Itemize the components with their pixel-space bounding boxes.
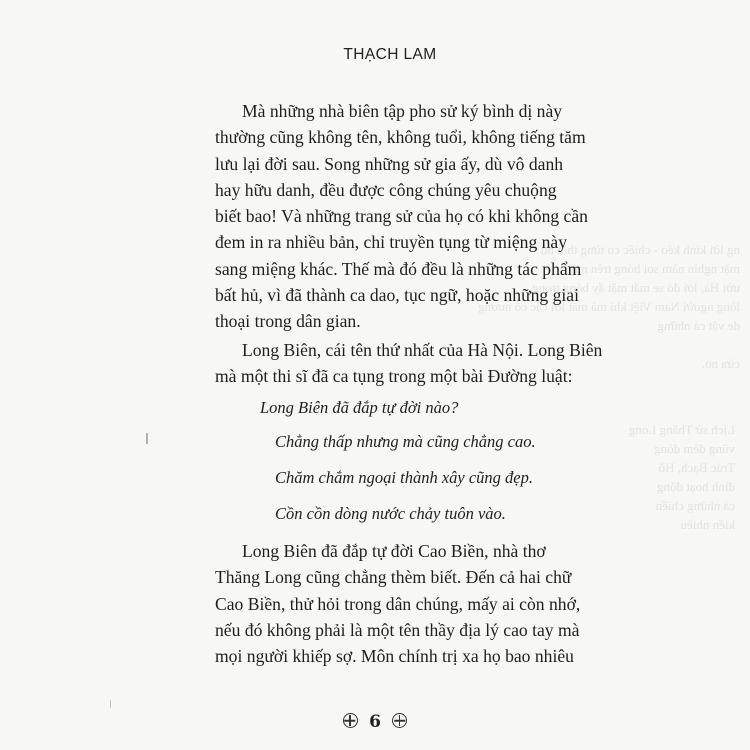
text-line: mọi người khiếp sợ. Môn chính trị xa họ bao nhiêu	[215, 646, 574, 667]
scan-mark	[110, 700, 111, 708]
poem-line: Chẳng thấp nhưng mà cũng chẳng cao.	[275, 432, 536, 451]
text-line: Mà những nhà biên tập pho sử ký bình dị này	[242, 101, 563, 121]
page-footer	[0, 712, 750, 732]
scan-mark	[146, 433, 148, 444]
ornament-icon	[392, 713, 407, 728]
text-line: lưu lại đời sau. Song những sử gia ấy, dù vô danh	[215, 153, 564, 174]
poem-line: Chăm chắm ngoại thành xây cũng đẹp.	[275, 468, 533, 487]
running-title: THẠCH LAM	[343, 46, 437, 63]
text-line: biết bao! Và những trang sử của họ có khi không cần	[215, 206, 588, 227]
running-header	[0, 46, 750, 64]
text-line: bất hủ, vì đã thành ca dao, tục ngữ, hoặc những giai	[215, 285, 580, 306]
paragraph-1	[215, 98, 588, 335]
paragraph-3	[215, 538, 581, 669]
page-number: 6	[369, 712, 381, 732]
poem-line: Cồn cồn dòng nước chảy tuôn vào.	[275, 504, 506, 523]
text-line: thoại trong dân gian.	[215, 311, 361, 332]
ornament-icon	[343, 713, 358, 728]
text-line: Long Biên, cái tên thứ nhất của Hà Nội. Long Biên	[242, 340, 603, 360]
text-line: mà một thi sĩ đã ca tụng trong một bài Đường luật:	[215, 366, 573, 387]
text-line: Cao Biền, thử hỏi trong dân chúng, mấy ai còn nhớ,	[215, 593, 581, 614]
text-line: sang miệng khác. Thế mà đó đều là những tác phẩm	[215, 258, 582, 279]
bleed-through-text: ng lời kính kéo - chiếc co từng thôi hủ mặt nghìn năm soi bóng trên mặt ười Hà, lời đó se mất mặt ấy bóng trong lòng người Nam Việt khi mà mất lời các cô nương de vật cả những cửa nó.	[478, 242, 740, 371]
bleed-through-text-2: Lịch sử Thăng Long vũng đêm đông Trúc Bạch, Hồ đình hoạt động cả những chiến kiến nhiều	[628, 422, 735, 532]
text-line: Long Biên đã đắp tự đời Cao Biền, nhà thơ	[242, 541, 546, 561]
text-line: hay hữu danh, đều được công chúng yêu chuộng	[215, 179, 557, 200]
poem-line: Long Biên đã đắp tự đời nào?	[260, 398, 459, 417]
paragraph-2	[215, 337, 603, 390]
text-line: thường cũng không tên, không tuổi, không tiếng tăm	[215, 127, 586, 148]
text-line: Thăng Long cũng chẳng thèm biết. Đến cả hai chữ	[215, 567, 572, 588]
text-line: nếu đó không phải là một tên thầy địa lý cao tay mà	[215, 619, 580, 640]
text-line: đem in ra nhiều bản, chỉ truyền tụng từ miệng này	[215, 232, 568, 253]
